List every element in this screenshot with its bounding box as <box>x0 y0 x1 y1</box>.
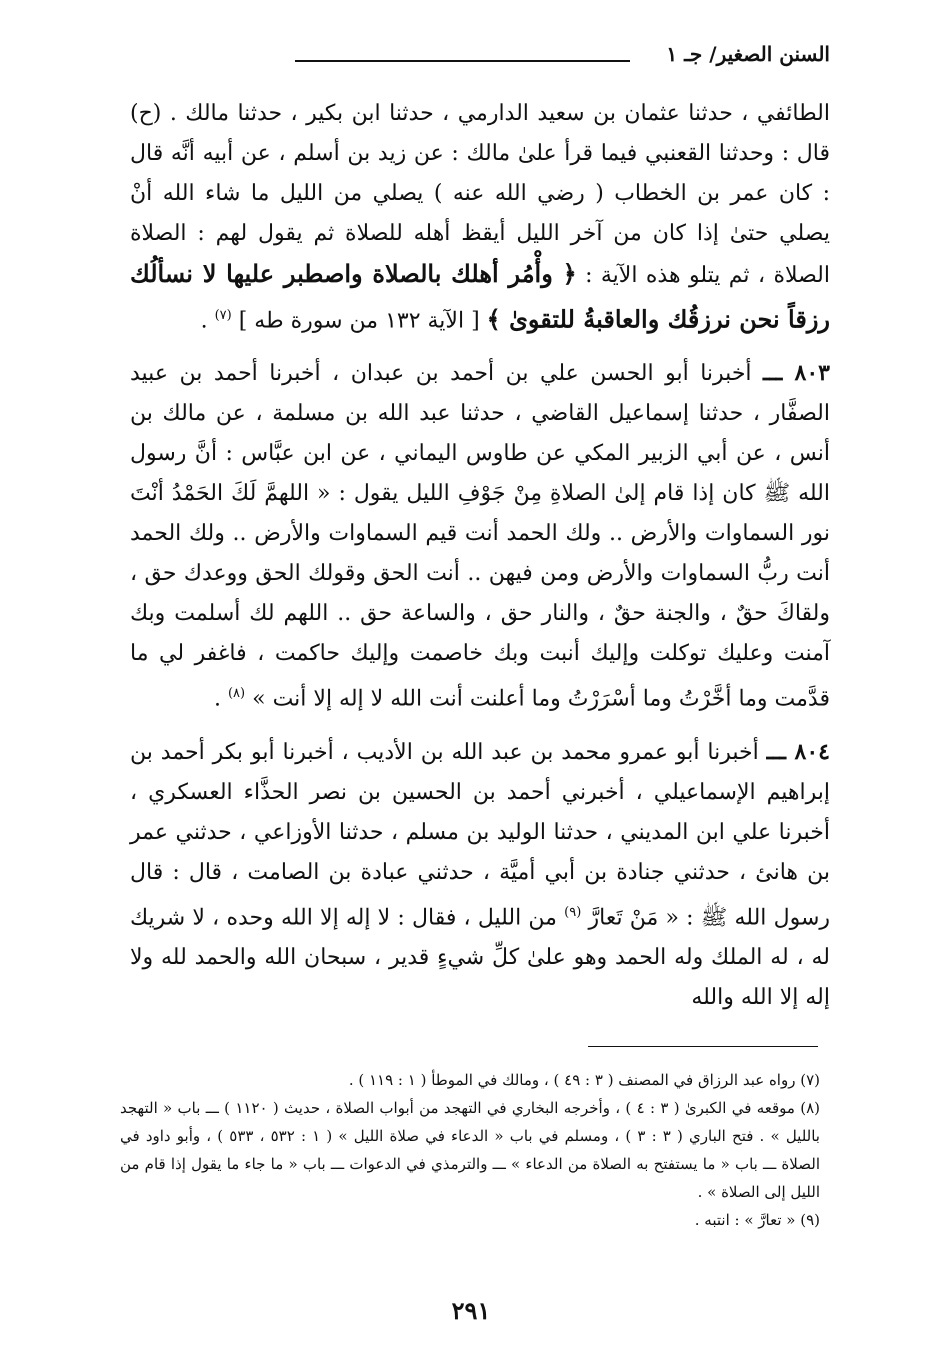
hadith-803 <box>130 353 830 719</box>
footnote-rule <box>588 1046 818 1047</box>
footnote: (٨) موقعه في الكبرىٰ ( ٣ : ٤ ) ، وأخرجه البخاري في التهجد من أبواب الصلاة ، حديث ( ١١٢٠ ) ـــ باب « التهجد بالليل » . فتح الباري ( ٣ : ٣ ) ، ومسلم في باب « الدعاء في صلاة الليل » ( ١ : ٥٣٢ ، ٥٣٣ ) ، وأبو داود في الصلاة ـــ باب « ما يستفتح به الصلاة من الدعاء » ـــ والترمذي في الدعوات ـــ باب « ما جاء ما يقول إذا قام من الليل إلى الصلاة » . <box>120 1099 821 1201</box>
page-number: ٢٩١ <box>451 1296 491 1325</box>
hadith-number: ٨٠٤ ـــ <box>766 738 830 765</box>
footnote-marker: (٧) <box>214 308 232 323</box>
header-rule <box>295 60 630 62</box>
running-header <box>100 40 830 76</box>
hadith-number: ٨٠٣ ـــ <box>763 360 830 387</box>
main-text <box>130 94 830 1030</box>
running-title: السنن الصغير/ جـ ١ <box>666 42 830 66</box>
footnote: (٩) « تعارَّ » : انتبه . <box>694 1211 820 1229</box>
end-mark: . <box>200 308 208 334</box>
end-mark: . <box>213 686 221 712</box>
paragraph-continuation <box>130 94 830 341</box>
footnote-marker: (٩) <box>564 904 582 920</box>
hadith-text: أخبرنا أبو عمرو محمد بن عبد الله بن الأديب ، أخبرنا أبو بكر أحمد بن إبراهيم الإسماعيلي ، أخبرني أحمد بن الحسين بن نصر الحذَّاء العسكري ، أخبرنا علي ابن المديني ، حدثنا الوليد بن مسلم ، حدثنا الأوزاعي ، حدثني عمر بن هانئ ، حدثني جنادة بن أبي أميَّة ، حدثني عبادة بن الصامت ، قال : قال رسول الله ﷺ : « مَنْ تَعارَّ <box>130 739 831 930</box>
quran-verse: ﴿ وأْمُر أهلك بالصلاة واصطبر عليها لا نسألُك رزقاً نحن نرزقُك والعاقبةُ للتقوىٰ ﴾ <box>130 259 830 334</box>
hadith-804 <box>130 732 830 1018</box>
hadith-text-continued: من الليل ، فقال : لا إله إلا الله وحده ، لا شريك له ، له الملك وله الحمد وهو علىٰ كلِّ شيءٍ قدير ، سبحان الله والحمد لله ولا إله إلا الله والله <box>130 904 830 1010</box>
footnote-marker: (٨) <box>227 686 246 702</box>
verse-reference: [ الآية ١٣٢ من سورة طه ] <box>238 308 480 334</box>
footnotes <box>120 1066 820 1234</box>
paragraph-text: الطائفي ، حدثنا عثمان بن سعيد الدارمي ، حدثنا ابن بكير ، حدثنا مالك . (ح) قال : وحدثنا القعنبي فيما قرأ علىٰ مالك : عن زيد بن أسلم ، عن أبيه أنَّه قال : كان عمر بن الخطاب ( رضي الله عنه ) يصلي من الليل ما شاء الله أنْ يصلي حتىٰ إذا كان من آخر الليل أيقظ أهله للصلاة ثم يقول لهم : الصلاة الصلاة ، ثم يتلو هذه الآية : <box>130 101 830 288</box>
hadith-text: أخبرنا أبو الحسن علي بن أحمد بن عبدان ، أخبرنا أحمد بن عبيد الصفَّار ، حدثنا إسماعيل القاضي ، حدثنا عبد الله بن مسلمة ، عن مالك بن أنس ، عن أبي الزبير المكي عن طاوس اليماني ، عن ابن عبَّاس : أنَّ رسول الله ﷺ كان إذا قام إلىٰ الصلاةِ مِنْ جَوْفِ الليل يقول : « اللهمَّ لَكَ الحَمْدُ أنْتَ نور السماوات والأرض .. ولك الحمد أنت قيم السماوات والأرض .. ولك الحمد أنت ربُّ السماوات والأرض ومن فيهن .. أنت الحق وقولك الحق ووعدك حق ، ولقاكَ حقٌ ، والجنة حقٌ ، والنار حق ، والساعة حق .. اللهم لك أسلمت وبك آمنت وعليك توكلت وإليك أنبت وبك خاصمت وإليك حاكمت ، فاغفر لي ما قدَّمت وما أخَّرْتُ وما أسْرَرْتُ وما أعلنت أنت الله لا إله إلا أنت » <box>130 361 831 712</box>
footnote: (٧) رواه عبد الرزاق في المصنف ( ٣ : ٤٩ ) ، ومالك في الموطأ ( ١ : ١١٩ ) . <box>348 1071 820 1089</box>
